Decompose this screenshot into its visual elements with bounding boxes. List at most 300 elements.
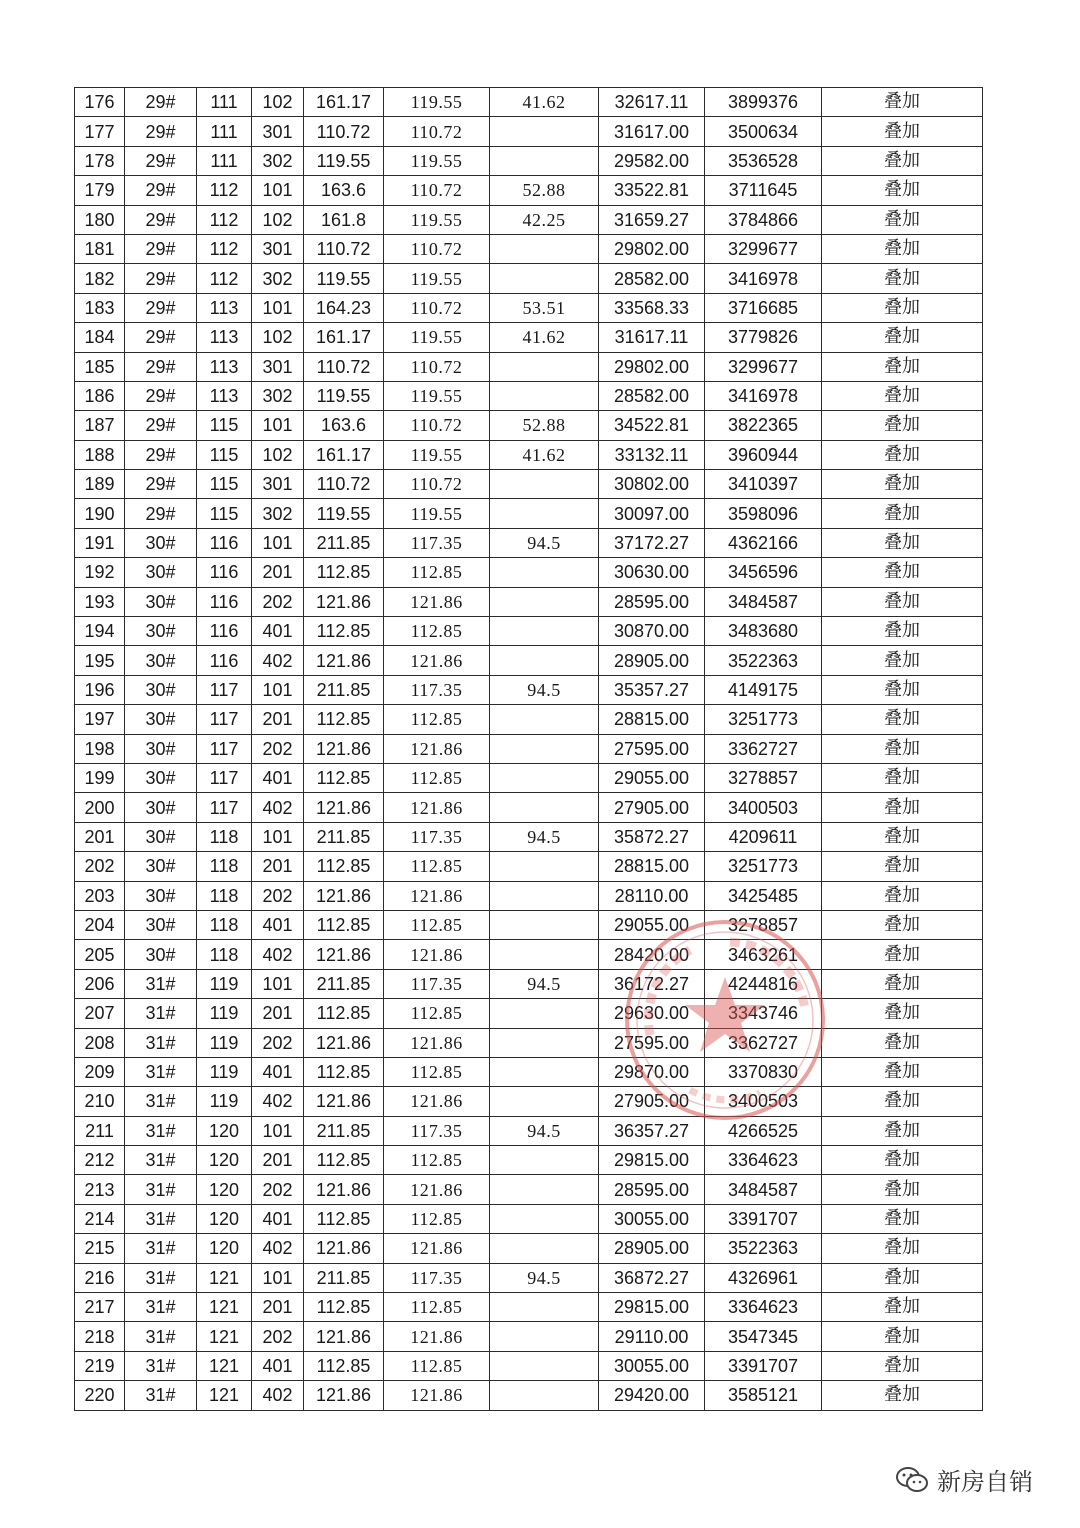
cell-building-number: 30# xyxy=(125,675,197,704)
table-row xyxy=(75,88,983,117)
cell-unit-number: 116 xyxy=(197,646,252,675)
cell-area-extra: 41.62 xyxy=(490,440,599,469)
cell-room-number: 201 xyxy=(252,999,304,1028)
table-row xyxy=(75,734,983,763)
cell-row-number: 183 xyxy=(75,293,125,322)
cell-housing-type: 叠加 xyxy=(822,293,983,322)
cell-unit-price: 29055.00 xyxy=(599,910,705,939)
table-row xyxy=(75,881,983,910)
cell-unit-price: 28420.00 xyxy=(599,940,705,969)
cell-room-number: 302 xyxy=(252,146,304,175)
cell-unit-price: 30055.00 xyxy=(599,1204,705,1233)
cell-unit-number: 121 xyxy=(197,1322,252,1351)
cell-area-main: 110.72 xyxy=(384,176,490,205)
cell-unit-number: 116 xyxy=(197,587,252,616)
table-row xyxy=(75,1116,983,1145)
cell-unit-number: 116 xyxy=(197,617,252,646)
cell-area-total: 112.85 xyxy=(304,1057,384,1086)
cell-area-extra xyxy=(490,1381,599,1410)
cell-building-number: 29# xyxy=(125,234,197,263)
cell-area-extra xyxy=(490,1057,599,1086)
cell-total-price: 3391707 xyxy=(705,1204,822,1233)
cell-room-number: 402 xyxy=(252,1234,304,1263)
cell-unit-price: 36172.27 xyxy=(599,969,705,998)
cell-total-price: 3536528 xyxy=(705,146,822,175)
cell-housing-type: 叠加 xyxy=(822,88,983,117)
cell-unit-number: 111 xyxy=(197,117,252,146)
cell-building-number: 29# xyxy=(125,381,197,410)
cell-housing-type: 叠加 xyxy=(822,1146,983,1175)
cell-room-number: 101 xyxy=(252,1116,304,1145)
table-row xyxy=(75,146,983,175)
table-row xyxy=(75,1204,983,1233)
cell-room-number: 101 xyxy=(252,411,304,440)
cell-housing-type: 叠加 xyxy=(822,264,983,293)
cell-building-number: 30# xyxy=(125,646,197,675)
cell-area-total: 121.86 xyxy=(304,1087,384,1116)
cell-area-extra xyxy=(490,558,599,587)
cell-row-number: 196 xyxy=(75,675,125,704)
cell-building-number: 30# xyxy=(125,910,197,939)
cell-room-number: 101 xyxy=(252,1263,304,1292)
table-row xyxy=(75,1351,983,1380)
cell-housing-type: 叠加 xyxy=(822,940,983,969)
cell-building-number: 31# xyxy=(125,1322,197,1351)
cell-unit-number: 121 xyxy=(197,1351,252,1380)
cell-housing-type: 叠加 xyxy=(822,499,983,528)
cell-row-number: 216 xyxy=(75,1263,125,1292)
cell-unit-price: 31617.00 xyxy=(599,117,705,146)
cell-housing-type: 叠加 xyxy=(822,117,983,146)
cell-area-total: 121.86 xyxy=(304,1234,384,1263)
table-row xyxy=(75,1028,983,1057)
table-row xyxy=(75,1175,983,1204)
cell-row-number: 214 xyxy=(75,1204,125,1233)
cell-room-number: 102 xyxy=(252,323,304,352)
cell-area-main: 121.86 xyxy=(384,1087,490,1116)
cell-area-main: 112.85 xyxy=(384,705,490,734)
cell-total-price: 3456596 xyxy=(705,558,822,587)
cell-area-main: 110.72 xyxy=(384,234,490,263)
table-row xyxy=(75,1293,983,1322)
cell-unit-number: 115 xyxy=(197,499,252,528)
cell-housing-type: 叠加 xyxy=(822,528,983,557)
cell-area-total: 112.85 xyxy=(304,1293,384,1322)
cell-area-total: 119.55 xyxy=(304,381,384,410)
cell-row-number: 193 xyxy=(75,587,125,616)
table-row xyxy=(75,910,983,939)
cell-area-total: 164.23 xyxy=(304,293,384,322)
cell-row-number: 211 xyxy=(75,1116,125,1145)
cell-unit-number: 118 xyxy=(197,940,252,969)
table-row xyxy=(75,763,983,792)
cell-housing-type: 叠加 xyxy=(822,1057,983,1086)
cell-housing-type: 叠加 xyxy=(822,1175,983,1204)
cell-housing-type: 叠加 xyxy=(822,1087,983,1116)
table-row xyxy=(75,381,983,410)
cell-room-number: 201 xyxy=(252,852,304,881)
cell-area-main: 110.72 xyxy=(384,411,490,440)
cell-building-number: 30# xyxy=(125,940,197,969)
cell-unit-price: 28582.00 xyxy=(599,264,705,293)
cell-unit-price: 37172.27 xyxy=(599,528,705,557)
table-row xyxy=(75,1322,983,1351)
cell-area-main: 119.55 xyxy=(384,381,490,410)
cell-building-number: 30# xyxy=(125,705,197,734)
cell-area-total: 112.85 xyxy=(304,558,384,587)
cell-area-total: 121.86 xyxy=(304,1322,384,1351)
cell-housing-type: 叠加 xyxy=(822,440,983,469)
table-row xyxy=(75,675,983,704)
cell-room-number: 202 xyxy=(252,587,304,616)
cell-total-price: 3251773 xyxy=(705,852,822,881)
table-row xyxy=(75,1146,983,1175)
cell-area-extra xyxy=(490,146,599,175)
cell-area-total: 121.86 xyxy=(304,734,384,763)
cell-area-total: 163.6 xyxy=(304,411,384,440)
cell-area-extra xyxy=(490,734,599,763)
cell-area-main: 117.35 xyxy=(384,969,490,998)
cell-area-total: 161.17 xyxy=(304,88,384,117)
cell-building-number: 30# xyxy=(125,793,197,822)
cell-unit-number: 112 xyxy=(197,176,252,205)
cell-unit-price: 28905.00 xyxy=(599,1234,705,1263)
cell-building-number: 30# xyxy=(125,881,197,910)
cell-row-number: 180 xyxy=(75,205,125,234)
cell-area-extra: 41.62 xyxy=(490,323,599,352)
cell-unit-number: 117 xyxy=(197,675,252,704)
cell-unit-price: 30055.00 xyxy=(599,1351,705,1380)
cell-area-extra xyxy=(490,940,599,969)
cell-row-number: 177 xyxy=(75,117,125,146)
cell-housing-type: 叠加 xyxy=(822,822,983,851)
cell-total-price: 3364623 xyxy=(705,1146,822,1175)
cell-unit-number: 112 xyxy=(197,205,252,234)
cell-unit-number: 118 xyxy=(197,822,252,851)
cell-area-main: 121.86 xyxy=(384,1322,490,1351)
cell-housing-type: 叠加 xyxy=(822,1381,983,1410)
cell-unit-number: 115 xyxy=(197,411,252,440)
cell-row-number: 215 xyxy=(75,1234,125,1263)
cell-housing-type: 叠加 xyxy=(822,881,983,910)
cell-housing-type: 叠加 xyxy=(822,587,983,616)
cell-total-price: 3711645 xyxy=(705,176,822,205)
cell-unit-number: 120 xyxy=(197,1204,252,1233)
cell-housing-type: 叠加 xyxy=(822,646,983,675)
cell-area-extra xyxy=(490,352,599,381)
cell-area-main: 110.72 xyxy=(384,293,490,322)
cell-unit-price: 36357.27 xyxy=(599,1116,705,1145)
cell-unit-number: 120 xyxy=(197,1146,252,1175)
cell-area-extra: 94.5 xyxy=(490,969,599,998)
cell-total-price: 3391707 xyxy=(705,1351,822,1380)
cell-unit-price: 29802.00 xyxy=(599,234,705,263)
cell-area-main: 119.55 xyxy=(384,440,490,469)
cell-area-extra xyxy=(490,617,599,646)
cell-housing-type: 叠加 xyxy=(822,675,983,704)
cell-housing-type: 叠加 xyxy=(822,1234,983,1263)
cell-unit-price: 29802.00 xyxy=(599,352,705,381)
cell-row-number: 184 xyxy=(75,323,125,352)
cell-area-total: 121.86 xyxy=(304,1175,384,1204)
cell-row-number: 192 xyxy=(75,558,125,587)
cell-area-extra xyxy=(490,470,599,499)
cell-unit-number: 117 xyxy=(197,763,252,792)
cell-room-number: 101 xyxy=(252,822,304,851)
cell-housing-type: 叠加 xyxy=(822,176,983,205)
cell-area-main: 121.86 xyxy=(384,587,490,616)
cell-area-total: 211.85 xyxy=(304,969,384,998)
cell-total-price: 3598096 xyxy=(705,499,822,528)
cell-room-number: 201 xyxy=(252,558,304,587)
cell-total-price: 3484587 xyxy=(705,1175,822,1204)
cell-unit-number: 117 xyxy=(197,705,252,734)
cell-area-extra xyxy=(490,1293,599,1322)
table-row xyxy=(75,1087,983,1116)
cell-area-extra xyxy=(490,910,599,939)
cell-total-price: 3416978 xyxy=(705,264,822,293)
cell-housing-type: 叠加 xyxy=(822,1351,983,1380)
cell-unit-price: 33132.11 xyxy=(599,440,705,469)
cell-unit-price: 33568.33 xyxy=(599,293,705,322)
cell-area-main: 121.86 xyxy=(384,1234,490,1263)
cell-room-number: 101 xyxy=(252,176,304,205)
cell-unit-price: 27595.00 xyxy=(599,734,705,763)
cell-row-number: 203 xyxy=(75,881,125,910)
cell-area-total: 112.85 xyxy=(304,763,384,792)
cell-housing-type: 叠加 xyxy=(822,793,983,822)
cell-total-price: 3410397 xyxy=(705,470,822,499)
cell-total-price: 3585121 xyxy=(705,1381,822,1410)
cell-total-price: 3899376 xyxy=(705,88,822,117)
cell-building-number: 31# xyxy=(125,1293,197,1322)
cell-area-extra xyxy=(490,1146,599,1175)
cell-row-number: 204 xyxy=(75,910,125,939)
cell-row-number: 185 xyxy=(75,352,125,381)
table-row xyxy=(75,646,983,675)
cell-area-total: 119.55 xyxy=(304,264,384,293)
cell-area-extra: 52.88 xyxy=(490,411,599,440)
cell-total-price: 3362727 xyxy=(705,1028,822,1057)
cell-area-extra: 94.5 xyxy=(490,528,599,557)
cell-unit-number: 118 xyxy=(197,881,252,910)
cell-building-number: 31# xyxy=(125,969,197,998)
cell-area-main: 110.72 xyxy=(384,117,490,146)
table-row xyxy=(75,793,983,822)
cell-unit-price: 29582.00 xyxy=(599,146,705,175)
table-row xyxy=(75,234,983,263)
cell-building-number: 31# xyxy=(125,1116,197,1145)
cell-building-number: 29# xyxy=(125,293,197,322)
cell-building-number: 29# xyxy=(125,88,197,117)
cell-unit-price: 30870.00 xyxy=(599,617,705,646)
cell-building-number: 31# xyxy=(125,1175,197,1204)
cell-building-number: 29# xyxy=(125,440,197,469)
cell-row-number: 176 xyxy=(75,88,125,117)
cell-room-number: 301 xyxy=(252,352,304,381)
cell-area-total: 112.85 xyxy=(304,1146,384,1175)
cell-area-extra xyxy=(490,881,599,910)
cell-housing-type: 叠加 xyxy=(822,205,983,234)
cell-row-number: 197 xyxy=(75,705,125,734)
table-row xyxy=(75,558,983,587)
cell-total-price: 3779826 xyxy=(705,323,822,352)
cell-area-total: 211.85 xyxy=(304,1263,384,1292)
cell-unit-number: 113 xyxy=(197,381,252,410)
price-list-sheet xyxy=(74,87,983,1411)
watermark-text: 新房自销 xyxy=(937,1468,1033,1496)
cell-area-main: 110.72 xyxy=(384,470,490,499)
cell-total-price: 4362166 xyxy=(705,528,822,557)
cell-unit-price: 35872.27 xyxy=(599,822,705,851)
cell-row-number: 201 xyxy=(75,822,125,851)
cell-building-number: 29# xyxy=(125,499,197,528)
cell-housing-type: 叠加 xyxy=(822,763,983,792)
table-row xyxy=(75,617,983,646)
cell-area-total: 121.86 xyxy=(304,940,384,969)
cell-area-main: 119.55 xyxy=(384,264,490,293)
cell-area-total: 112.85 xyxy=(304,617,384,646)
cell-building-number: 29# xyxy=(125,146,197,175)
cell-area-total: 110.72 xyxy=(304,117,384,146)
cell-row-number: 187 xyxy=(75,411,125,440)
cell-area-main: 117.35 xyxy=(384,528,490,557)
cell-housing-type: 叠加 xyxy=(822,558,983,587)
cell-unit-price: 27905.00 xyxy=(599,793,705,822)
table-row xyxy=(75,293,983,322)
cell-unit-price: 27595.00 xyxy=(599,1028,705,1057)
cell-area-extra xyxy=(490,999,599,1028)
cell-area-extra xyxy=(490,1204,599,1233)
cell-room-number: 201 xyxy=(252,1146,304,1175)
cell-row-number: 179 xyxy=(75,176,125,205)
cell-building-number: 31# xyxy=(125,1057,197,1086)
cell-unit-price: 28595.00 xyxy=(599,1175,705,1204)
cell-area-total: 211.85 xyxy=(304,675,384,704)
cell-room-number: 202 xyxy=(252,1028,304,1057)
cell-total-price: 3522363 xyxy=(705,646,822,675)
cell-area-main: 117.35 xyxy=(384,1116,490,1145)
cell-unit-number: 116 xyxy=(197,558,252,587)
cell-building-number: 29# xyxy=(125,323,197,352)
cell-row-number: 202 xyxy=(75,852,125,881)
cell-room-number: 401 xyxy=(252,617,304,646)
table-row xyxy=(75,822,983,851)
table-row xyxy=(75,264,983,293)
cell-unit-price: 29815.00 xyxy=(599,1146,705,1175)
table-row xyxy=(75,323,983,352)
table-row xyxy=(75,852,983,881)
cell-unit-number: 113 xyxy=(197,323,252,352)
cell-unit-number: 120 xyxy=(197,1234,252,1263)
cell-area-extra xyxy=(490,587,599,616)
table-row xyxy=(75,470,983,499)
cell-room-number: 102 xyxy=(252,205,304,234)
cell-building-number: 30# xyxy=(125,822,197,851)
cell-unit-price: 29870.00 xyxy=(599,1057,705,1086)
cell-area-main: 119.55 xyxy=(384,323,490,352)
cell-unit-price: 28582.00 xyxy=(599,381,705,410)
cell-room-number: 402 xyxy=(252,646,304,675)
cell-housing-type: 叠加 xyxy=(822,969,983,998)
cell-unit-number: 119 xyxy=(197,1028,252,1057)
cell-room-number: 101 xyxy=(252,969,304,998)
cell-unit-number: 121 xyxy=(197,1381,252,1410)
cell-total-price: 3425485 xyxy=(705,881,822,910)
cell-room-number: 302 xyxy=(252,499,304,528)
cell-row-number: 191 xyxy=(75,528,125,557)
cell-area-total: 211.85 xyxy=(304,1116,384,1145)
table-row xyxy=(75,499,983,528)
cell-unit-number: 119 xyxy=(197,1057,252,1086)
cell-area-extra xyxy=(490,1351,599,1380)
table-row xyxy=(75,440,983,469)
cell-unit-number: 111 xyxy=(197,146,252,175)
cell-room-number: 302 xyxy=(252,264,304,293)
cell-building-number: 29# xyxy=(125,470,197,499)
cell-total-price: 3484587 xyxy=(705,587,822,616)
cell-unit-number: 113 xyxy=(197,293,252,322)
cell-total-price: 3463261 xyxy=(705,940,822,969)
cell-room-number: 202 xyxy=(252,1322,304,1351)
cell-housing-type: 叠加 xyxy=(822,1028,983,1057)
table-row xyxy=(75,705,983,734)
cell-area-extra: 94.5 xyxy=(490,1263,599,1292)
cell-area-extra xyxy=(490,381,599,410)
cell-total-price: 3716685 xyxy=(705,293,822,322)
cell-housing-type: 叠加 xyxy=(822,234,983,263)
cell-area-main: 121.86 xyxy=(384,793,490,822)
table-row xyxy=(75,176,983,205)
cell-area-main: 121.86 xyxy=(384,1028,490,1057)
cell-area-extra xyxy=(490,1322,599,1351)
cell-building-number: 31# xyxy=(125,999,197,1028)
cell-building-number: 30# xyxy=(125,852,197,881)
cell-area-total: 112.85 xyxy=(304,705,384,734)
cell-housing-type: 叠加 xyxy=(822,381,983,410)
cell-building-number: 31# xyxy=(125,1263,197,1292)
cell-area-total: 211.85 xyxy=(304,822,384,851)
cell-area-total: 121.86 xyxy=(304,587,384,616)
cell-total-price: 3299677 xyxy=(705,234,822,263)
cell-room-number: 401 xyxy=(252,763,304,792)
cell-row-number: 207 xyxy=(75,999,125,1028)
cell-housing-type: 叠加 xyxy=(822,617,983,646)
cell-area-extra xyxy=(490,1175,599,1204)
cell-row-number: 199 xyxy=(75,763,125,792)
cell-building-number: 31# xyxy=(125,1028,197,1057)
cell-room-number: 101 xyxy=(252,528,304,557)
cell-building-number: 29# xyxy=(125,411,197,440)
cell-room-number: 101 xyxy=(252,675,304,704)
cell-area-total: 112.85 xyxy=(304,999,384,1028)
cell-area-extra: 42.25 xyxy=(490,205,599,234)
cell-unit-price: 29055.00 xyxy=(599,763,705,792)
cell-area-main: 121.86 xyxy=(384,1381,490,1410)
cell-building-number: 30# xyxy=(125,734,197,763)
cell-area-main: 112.85 xyxy=(384,1293,490,1322)
cell-row-number: 194 xyxy=(75,617,125,646)
cell-unit-price: 31617.11 xyxy=(599,323,705,352)
table-row xyxy=(75,1234,983,1263)
cell-total-price: 3370830 xyxy=(705,1057,822,1086)
cell-unit-number: 119 xyxy=(197,1087,252,1116)
table-body xyxy=(75,88,983,1411)
cell-housing-type: 叠加 xyxy=(822,705,983,734)
cell-area-extra xyxy=(490,793,599,822)
cell-row-number: 208 xyxy=(75,1028,125,1057)
cell-area-main: 112.85 xyxy=(384,1351,490,1380)
